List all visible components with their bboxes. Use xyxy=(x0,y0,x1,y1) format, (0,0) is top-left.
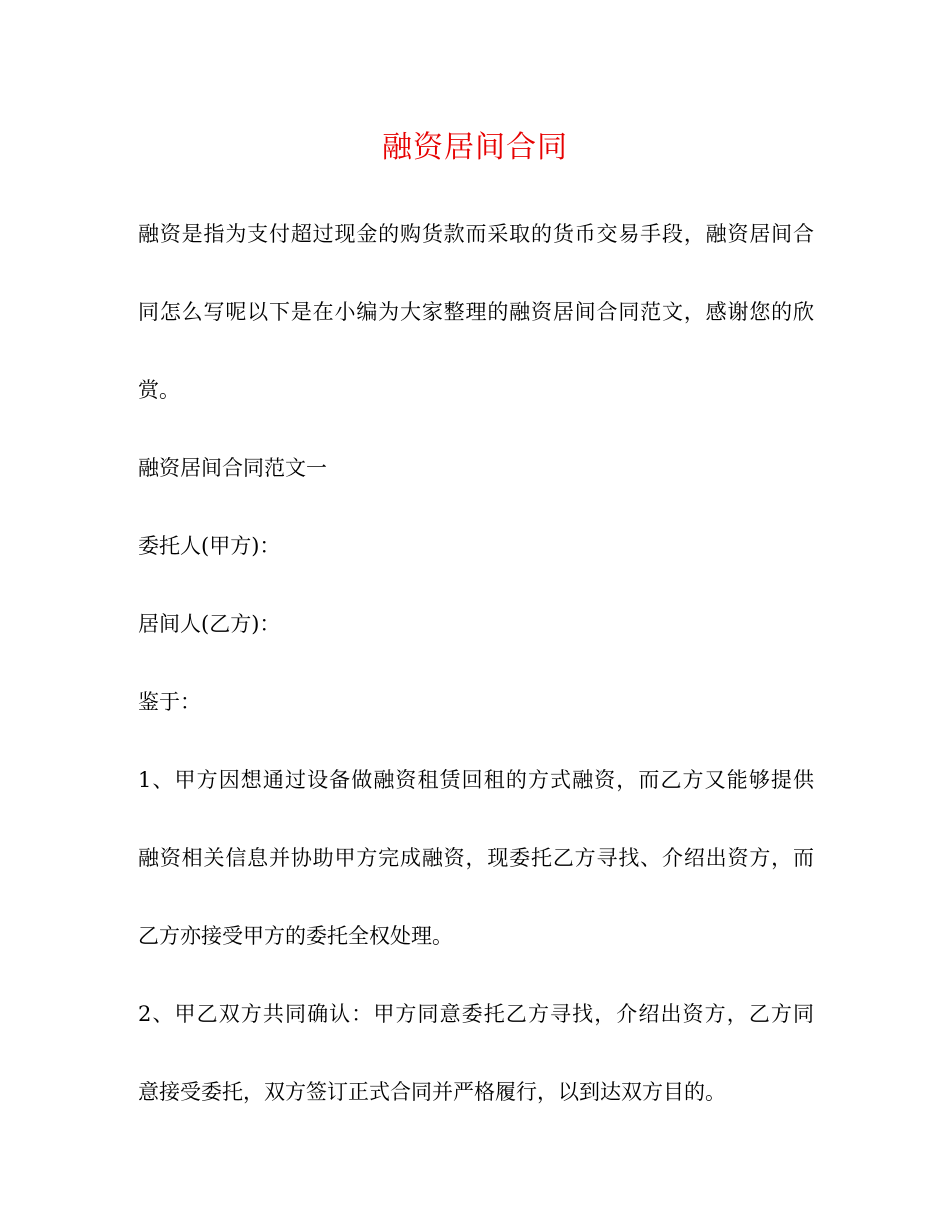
paragraph-line: 2、甲乙双方共同确认：甲方同意委托乙方寻找，介绍出资方，乙方同 xyxy=(138,1002,814,1026)
paragraph-line: 融资居间合同范文一 xyxy=(138,456,327,480)
document-title: 融资居间合同 xyxy=(382,130,568,165)
paragraph-line: 居间人(乙方)： xyxy=(138,612,281,636)
paragraph-line: 乙方亦接受甲方的委托全权处理。 xyxy=(138,924,453,948)
paragraph-line: 同怎么写呢以下是在小编为大家整理的融资居间合同范文，感谢您的欣 xyxy=(138,300,814,324)
clause-1 xyxy=(138,760,814,956)
paragraph-line: 赏。 xyxy=(138,378,180,402)
paragraph-line: 融资是指为支付超过现金的购货款而采取的货币交易手段，融资居间合 xyxy=(138,222,814,246)
whereas-line xyxy=(138,682,814,722)
paragraph-line: 1、甲方因想通过设备做融资租赁回租的方式融资，而乙方又能够提供 xyxy=(138,768,814,792)
paragraph-line: 委托人(甲方)： xyxy=(138,534,281,558)
paragraph-line: 融资相关信息并协助甲方完成融资，现委托乙方寻找、介绍出资方，而 xyxy=(138,846,814,870)
party-b-line xyxy=(138,604,814,644)
paragraph-line: 鉴于： xyxy=(138,690,201,714)
intro-paragraph xyxy=(138,214,814,410)
party-a-line xyxy=(138,526,814,566)
section-heading xyxy=(138,448,814,488)
clause-2 xyxy=(138,994,814,1112)
paragraph-line: 意接受委托，双方签订正式合同并严格履行，以到达双方目的。 xyxy=(138,1080,726,1104)
document-body xyxy=(138,214,814,1150)
